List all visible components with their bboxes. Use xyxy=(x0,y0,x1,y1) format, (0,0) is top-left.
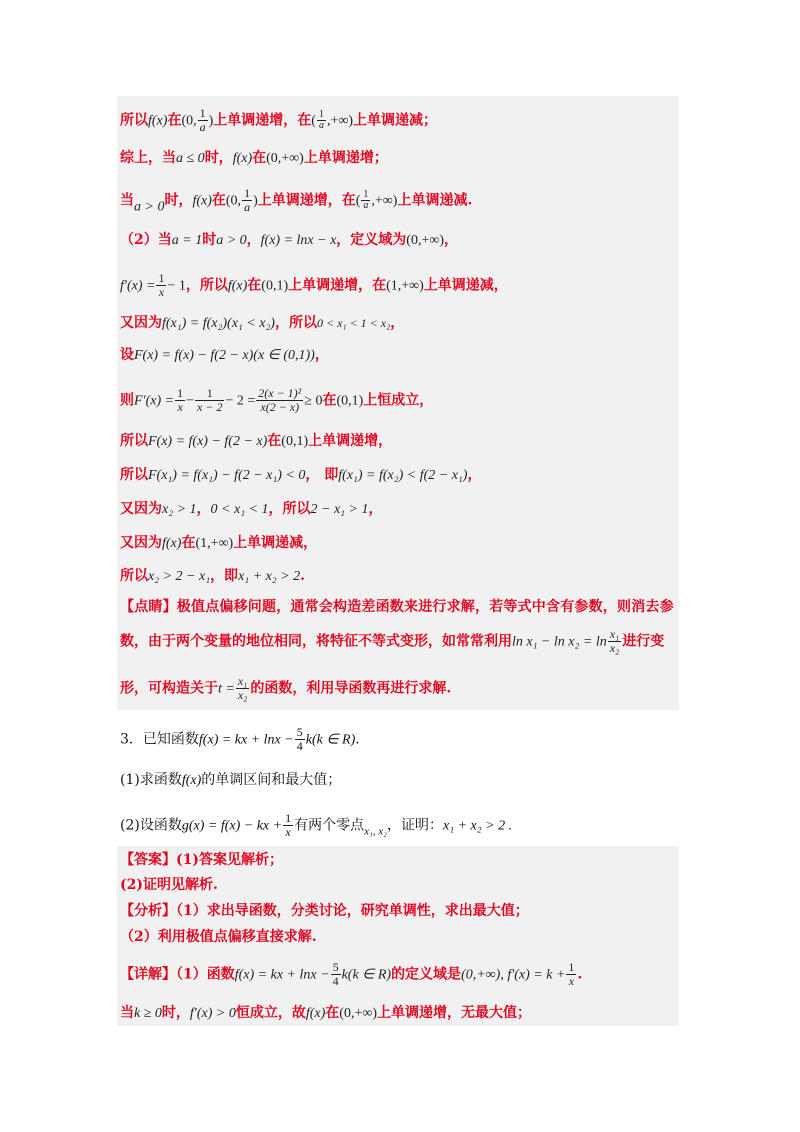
comment-line-2: 数，由于两个变量的地位相同，将特征不等式变形，如常常利用ln x₁ − ln x₂ = ln $\frac{\text{x₁}}{\text{x₂}}$ 进行变 xyxy=(120,627,665,655)
comment-line-1: 【点睛】极值点偏移问题，通常会构造差函数来进行求解，若等式中含有参数，则消去参 xyxy=(120,599,674,615)
solution-part2-line-6: 所以F(x) = f(x) − f(2 − x)在(0,1)上单调递增， xyxy=(120,433,393,449)
analysis-line-2: （2）利用极值点偏移直接求解. xyxy=(120,929,317,945)
answer-line-2: (2)证明见解析. xyxy=(120,877,218,893)
detail-line-1: 【详解】（1）函数f(x) = kx + lnx − $\frac{5}{4}$ k(k ∈ R)的定义域是(0,+∞), f′(x) = k + $\frac{1}{x}$ . xyxy=(120,960,583,988)
detail-line-2: 当k ≥ 0时，f′(x) > 0恒成立，故f(x)在(0,+∞)上单调递增，无最大值； xyxy=(120,1005,531,1021)
solution-part2-line-1: （2）当a = 1时a > 0，f(x) = lnx − x，定义域为(0,+∞)， xyxy=(120,232,458,248)
solution-part2-line-8: 又因为x₂ > 1，0 < x₁ < 1，所以2 − x₁ > 1， xyxy=(120,501,383,517)
answer-line-1: 【答案】(1)答案见解析； xyxy=(120,852,283,868)
solution-part2-line-10: 所以x₂ > 2 − x₁，即x₁ + x₂ > 2. xyxy=(120,568,305,584)
solution-part2-line-4: 设F(x) = f(x) − f(2 − x)(x ∈ (0,1))， xyxy=(120,347,329,363)
solution-part2-line-2: f′(x) = $\frac{1}{x}$ − 1，所以f(x)在(0,1)上单调递增，在(1,+∞)上单调递减， xyxy=(120,271,508,299)
problem-3-question-1: (1)求函数f(x)的单调区间和最大值； xyxy=(120,772,342,788)
solution-part2-line-7: 所以F(x₁) = f(x₁) − f(2 − x₁) < 0， 即f(x₁) = f(x₂) < f(2 − x₁)， xyxy=(120,467,482,483)
solution-part2-line-9: 又因为f(x)在(1,+∞)上单调递减， xyxy=(120,535,318,551)
solution-line-2: 综上，当a ≤ 0时，f(x)在(0,+∞)上单调递增； xyxy=(120,150,388,166)
analysis-line-1: 【分析】（1）求出导函数，分类讨论，研究单调性，求出最大值； xyxy=(120,903,529,919)
solution-line-3: 当a > 0时，f(x)在(0, $\frac{1}{a}$ )上单调递增，在( $\frac{1}{a}$ ,+∞)上单调递减. xyxy=(120,186,473,215)
solution-part2-line-5: 则F′(x) = $\frac{1}{x}$ − $\frac{1}{x - 2}$ − 2 = $\frac{\text{2(x − 1)²}}{x(2 - x)}$ ≥ 0在(0,1)上恒成立， xyxy=(120,386,434,414)
comment-line-3: 形，可构造关于t = $\frac{\text{x₁}}{\text{x₂}}$ 的函数，利用导函数再进行求解. xyxy=(120,674,452,702)
problem-3-question-2: (2)设函数g(x) = f(x) − kx + $\frac{1}{x}$ 有两个零点$_{x_1, x_2}$，证明：x₁ + x₂ > 2 . xyxy=(120,811,513,839)
solution-part2-line-3: 又因为f(x₁) = f(x₂)(x₁ < x₂)，所以0 < x₁ < 1 < x₂， xyxy=(120,315,405,331)
problem-3-stem: 3．已知函数f(x) = kx + lnx − $\frac{5}{4}$ k(k ∈ R). xyxy=(120,725,360,753)
solution-line-1: 所以f(x)在(0, $\frac{1}{a}$ )上单调递增，在( $\frac{1}{a}$ ,+∞)上单调递减； xyxy=(120,106,437,134)
